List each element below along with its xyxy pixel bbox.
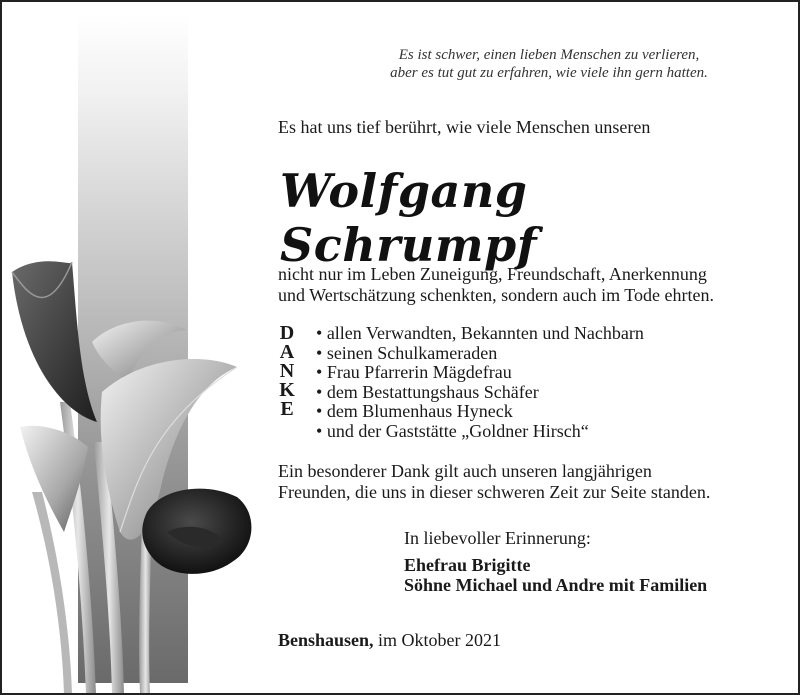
paragraph2-line-2: Freunden, die uns in dieser schweren Zeit zur Seite standen. — [278, 482, 711, 502]
list-item: • und der Gaststätte „Goldner Hirsch“ — [316, 422, 644, 442]
footer-date: im Oktober 2021 — [378, 630, 502, 650]
thanks-list — [316, 324, 644, 441]
intro-text: Es hat uns tief berührt, wie viele Menschen unseren — [278, 117, 651, 137]
quote-line-1: Es ist schwer, einen lieben Menschen zu verlieren, — [398, 47, 700, 63]
list-item: • seinen Schulkameraden — [316, 344, 644, 364]
list-item: • dem Bestattungshaus Schäfer — [316, 383, 644, 403]
danke-letter: A — [279, 341, 295, 363]
footer-place: Benshausen, — [278, 630, 374, 650]
danke-letter: D — [279, 322, 295, 344]
opening-quote — [342, 46, 756, 82]
paragraph1-line-1: nicht nur im Leben Zuneigung, Freundschaft, Anerkennung — [278, 264, 707, 284]
list-item: • Frau Pfarrerin Mägdefrau — [316, 363, 644, 383]
danke-letter: N — [279, 360, 295, 382]
paragraph-gratitude — [278, 264, 714, 306]
danke-letter: E — [280, 398, 294, 420]
signer-line-1: Ehefrau Brigitte — [404, 555, 531, 575]
calla-lily-illustration — [2, 232, 272, 694]
danke-vertical — [274, 324, 300, 419]
list-item: • dem Blumenhaus Hyneck — [316, 402, 644, 422]
paragraph-special-thanks — [278, 461, 710, 503]
footer-place-date — [278, 630, 501, 651]
signer-line-2: Söhne Michael und Andre mit Familien — [404, 575, 708, 595]
paragraph1-line-2: und Wertschätzung schenkten, sondern auch im Tode ehrten. — [278, 285, 714, 305]
deceased-name: Wolfgang Schrumpf — [280, 164, 537, 272]
paragraph2-line-1: Ein besonderer Dank gilt auch unseren langjährigen — [278, 461, 652, 481]
danke-letter: K — [279, 379, 295, 401]
quote-line-2: aber es tut gut zu erfahren, wie viele ihn gern hatten. — [390, 65, 708, 81]
memory-label: In liebevoller Erinnerung: — [404, 528, 591, 548]
signers — [404, 555, 707, 595]
list-item: • allen Verwandten, Bekannten und Nachbarn — [316, 324, 644, 344]
